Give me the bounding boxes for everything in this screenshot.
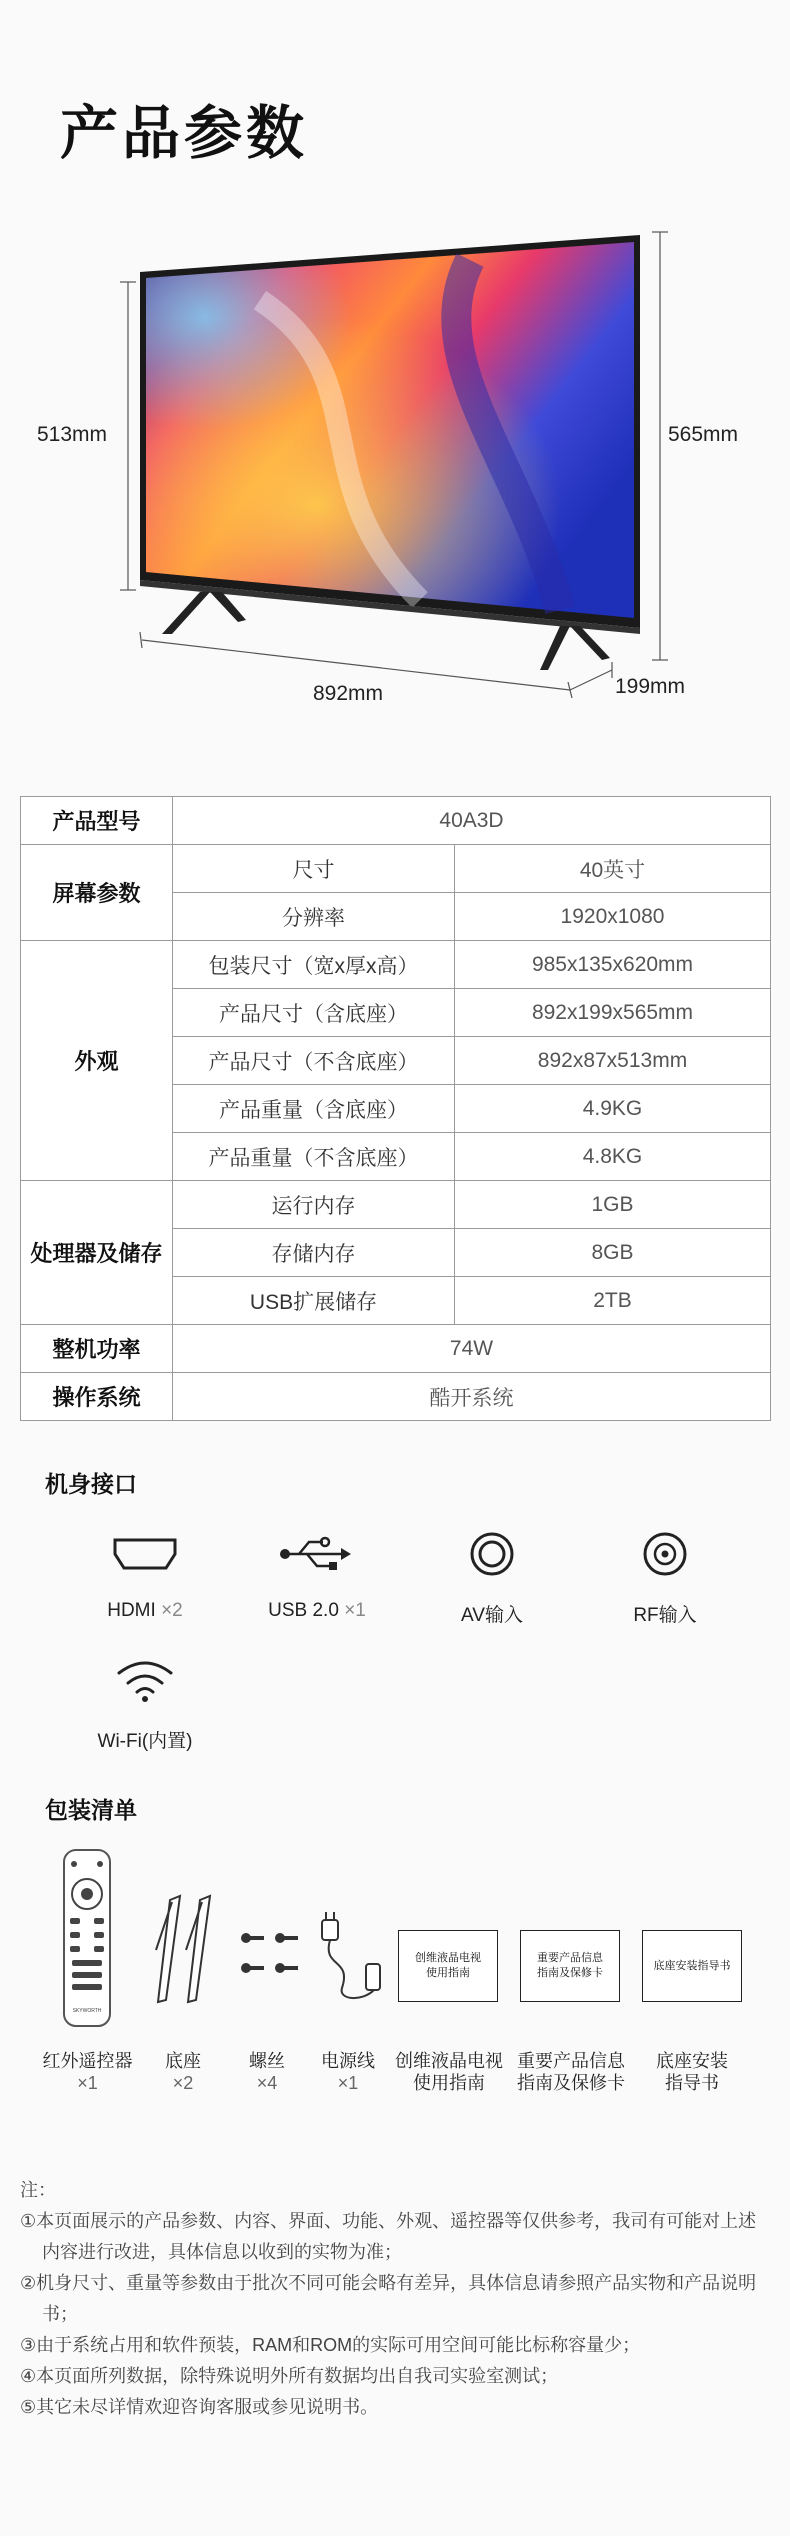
page-title: 产品参数 bbox=[60, 101, 309, 166]
table-row bbox=[21, 1325, 771, 1373]
package-item bbox=[232, 2050, 302, 2094]
table-row bbox=[21, 1181, 771, 1229]
note-line: ④本页面所列数据，除特殊说明外所有数据均出自我司实验室测试； bbox=[20, 2366, 559, 2386]
spec-name: 存储内存 bbox=[173, 1229, 455, 1277]
spec-name: 运行内存 bbox=[173, 1181, 455, 1229]
package-item-count: ×1 bbox=[337, 2073, 359, 2093]
screen-height-label: 513mm bbox=[37, 423, 108, 446]
manual-card bbox=[398, 1930, 498, 2002]
note-line: ⑤其它未尽详情欢迎咨询客服或参见说明书。 bbox=[20, 2397, 379, 2417]
notes bbox=[20, 2175, 770, 2423]
spec-value: 985x135x620mm bbox=[455, 941, 771, 989]
stand-image bbox=[150, 1890, 220, 2010]
spec-value: 4.9KG bbox=[455, 1085, 771, 1133]
spec-value: 8GB bbox=[455, 1229, 771, 1277]
tv-illustration bbox=[0, 220, 790, 740]
package-item bbox=[512, 2050, 630, 2094]
package-item-name: 使用指南 bbox=[413, 2073, 485, 2093]
port-hdmi bbox=[55, 1522, 235, 1622]
spec-name: 产品尺寸（含底座） bbox=[173, 989, 455, 1037]
spec-name: 产品尺寸（不含底座） bbox=[173, 1037, 455, 1085]
package-item-name: 指南及保修卡 bbox=[517, 2073, 625, 2093]
port-name: Wi-Fi(内置) bbox=[97, 1731, 193, 1752]
spec-name: 产品重量（含底座） bbox=[173, 1085, 455, 1133]
spec-value: 892x87x513mm bbox=[455, 1037, 771, 1085]
note-line: ①本页面展示的产品参数、内容、界面、功能、外观、遥控器等仅供参考，我司有可能对上述内容进行改进，具体信息以收到的实物为准； bbox=[20, 2211, 757, 2262]
remote-brand: SKYWORTH bbox=[72, 2008, 102, 2014]
screws-image bbox=[236, 1928, 306, 1984]
package-item-name: 红外遥控器 bbox=[42, 2051, 133, 2071]
spec-value: 892x199x565mm bbox=[455, 989, 771, 1037]
power-cable-image bbox=[312, 1908, 392, 2008]
card-line: 重要产品信息 bbox=[537, 1952, 603, 1964]
spec-category: 外观 bbox=[21, 941, 173, 1181]
package-item bbox=[640, 2050, 744, 2094]
spec-name: 尺寸 bbox=[173, 845, 455, 893]
card-line: 创维液晶电视 bbox=[415, 1952, 481, 1964]
port-wifi bbox=[55, 1648, 235, 1753]
spec-name: 产品重量（不含底座） bbox=[173, 1133, 455, 1181]
port-name: HDMI bbox=[107, 1600, 156, 1621]
port-name: USB 2.0 bbox=[268, 1600, 339, 1621]
tv-dimension-diagram bbox=[0, 220, 790, 740]
depth-label: 199mm bbox=[615, 675, 686, 698]
port-av bbox=[402, 1522, 582, 1627]
port-rf bbox=[575, 1522, 755, 1627]
package-item-name: 底座安装 bbox=[656, 2051, 728, 2071]
package-item bbox=[312, 2050, 384, 2094]
rf-icon bbox=[575, 1522, 755, 1586]
width-label: 892mm bbox=[313, 682, 384, 705]
port-count: ×2 bbox=[161, 1600, 183, 1621]
package-item-name: 指导书 bbox=[665, 2073, 719, 2093]
total-height-label: 565mm bbox=[668, 423, 739, 446]
ports-section-title: 机身接口 bbox=[45, 1471, 137, 1497]
package-item-count: ×2 bbox=[172, 2073, 194, 2093]
note-line: ②机身尺寸、重量等参数由于批次不同可能会略有差异，具体信息请参照产品实物和产品说明书； bbox=[20, 2273, 757, 2324]
spec-value: 1920x1080 bbox=[455, 893, 771, 941]
package-item bbox=[390, 2050, 508, 2094]
package-item-name: 电源线 bbox=[321, 2051, 375, 2071]
warranty-card bbox=[520, 1930, 620, 2002]
package-item bbox=[148, 2050, 218, 2094]
spec-name: 分辨率 bbox=[173, 893, 455, 941]
package-item-count: ×4 bbox=[256, 2073, 278, 2093]
usb-icon bbox=[227, 1522, 407, 1586]
spec-category: 操作系统 bbox=[21, 1373, 173, 1421]
port-name: RF输入 bbox=[633, 1605, 697, 1626]
package-item-name: 重要产品信息 bbox=[517, 2051, 625, 2071]
notes-heading: 注： bbox=[20, 2180, 56, 2200]
package-section-title: 包装清单 bbox=[45, 1797, 137, 1823]
av-icon bbox=[402, 1522, 582, 1586]
spec-value: 40英寸 bbox=[455, 845, 771, 893]
table-row bbox=[21, 941, 771, 989]
port-count: ×1 bbox=[344, 1600, 366, 1621]
package-item-name: 螺丝 bbox=[249, 2051, 285, 2071]
spec-value: 1GB bbox=[455, 1181, 771, 1229]
card-line: 使用指南 bbox=[426, 1967, 470, 1979]
table-row bbox=[21, 797, 771, 845]
hdmi-icon bbox=[55, 1522, 235, 1586]
package-item-name: 创维液晶电视 bbox=[395, 2051, 503, 2071]
card-line: 底座安装指导书 bbox=[653, 1959, 731, 1972]
spec-category: 产品型号 bbox=[21, 797, 173, 845]
spec-category: 处理器及储存 bbox=[21, 1181, 173, 1325]
table-row bbox=[21, 1373, 771, 1421]
spec-value: 74W bbox=[173, 1325, 771, 1373]
table-row bbox=[21, 845, 771, 893]
wifi-icon bbox=[55, 1648, 235, 1712]
package-item-name: 底座 bbox=[165, 2051, 201, 2071]
remote-control-image bbox=[62, 1848, 112, 2028]
spec-value: 4.8KG bbox=[455, 1133, 771, 1181]
spec-name: USB扩展储存 bbox=[173, 1277, 455, 1325]
package-item bbox=[30, 2050, 145, 2094]
spec-value: 40A3D bbox=[173, 797, 771, 845]
package-item-count: ×1 bbox=[77, 2073, 98, 2093]
spec-value: 2TB bbox=[455, 1277, 771, 1325]
spec-name: 包装尺寸（宽x厚x高） bbox=[173, 941, 455, 989]
port-usb bbox=[227, 1522, 407, 1622]
spec-category: 整机功率 bbox=[21, 1325, 173, 1373]
card-line: 指南及保修卡 bbox=[537, 1967, 603, 1979]
spec-table bbox=[20, 796, 771, 1421]
port-name: AV输入 bbox=[461, 1605, 523, 1626]
stand-guide-card bbox=[642, 1930, 742, 2002]
spec-category: 屏幕参数 bbox=[21, 845, 173, 941]
spec-value: 酷开系统 bbox=[173, 1373, 771, 1421]
note-line: ③由于系统占用和软件预装，RAM和ROM的实际可用空间可能比标称容量少； bbox=[20, 2335, 641, 2355]
